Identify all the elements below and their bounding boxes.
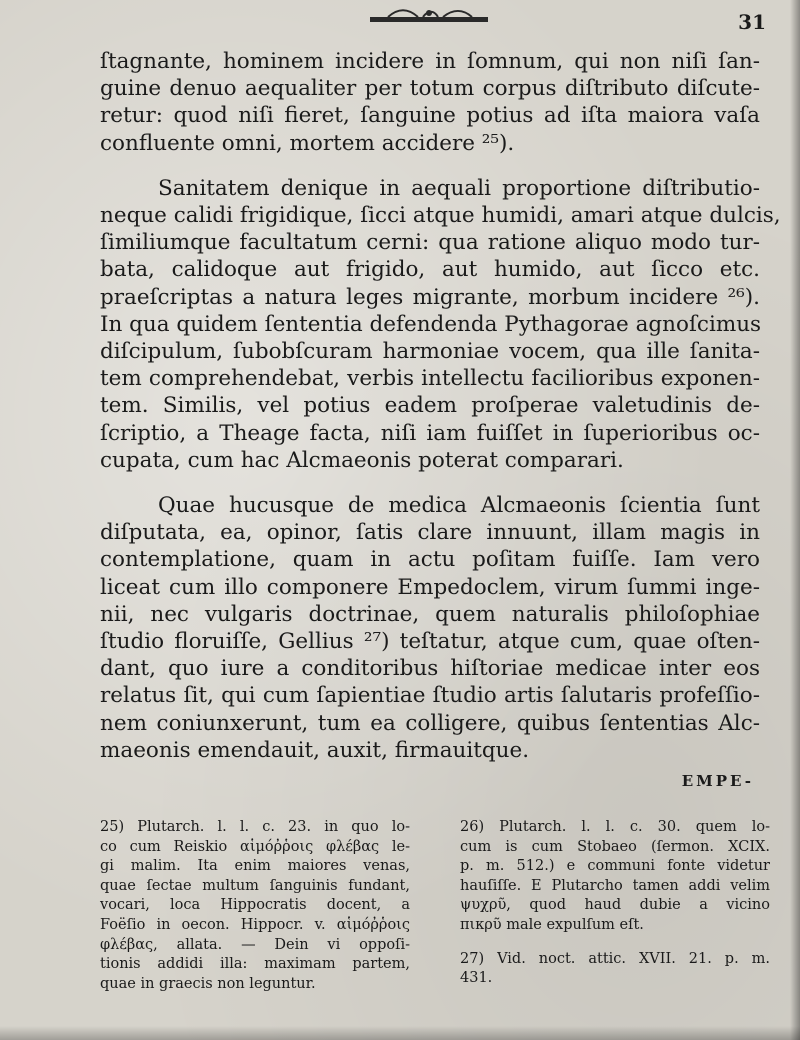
text-line: contemplatione, quam in actu poſitam fuiſſe. Iam vero [100, 547, 760, 573]
text-line: ſtagnante, hominem incidere in ſomnum, qui non niſi ſan- [100, 49, 760, 74]
text-line: bata, calidoque aut frigido, aut humido, aut ſicco etc. [100, 257, 760, 283]
footnotes [100, 818, 770, 994]
footnote-line: quae in graecis non leguntur. [100, 975, 316, 992]
main-text [100, 48, 781, 764]
page-edge-shadow [790, 0, 800, 1040]
footnote-column-right [460, 818, 770, 994]
text-line: ſimiliumque facultatum cerni: qua ratione aliquo modo tur- [100, 230, 760, 256]
footnote-line: tionis addidi illa: maximam partem, [100, 956, 410, 973]
footnote-column-left [100, 818, 410, 994]
text-line: maeonis emendauit, auxit, firmauitque. [100, 737, 530, 763]
footnote-line: cum is cum Stobaeo (ſermon. XCIX. [460, 838, 770, 855]
text-line: cupata, cum hac Alcmaeonis poterat comparari. [100, 447, 624, 473]
text-line: praeſcriptas a natura leges migrante, morbum incidere ²⁶). [100, 284, 760, 310]
footnote-line: φλέβας, allata. — Dein vi oppoſi- [100, 936, 410, 953]
text-line: neque calidi frigidique, ſicci atque humidi, amari atque dulcis, [100, 203, 781, 229]
footnote-line: vocari, loca Hippocratis docent, a [100, 897, 410, 914]
text-line: liceat cum illo componere Empedoclem, virum ſummi inge- [100, 574, 760, 600]
footnote-line: 431. [460, 970, 493, 987]
text-line: dant, quo iure a conditoribus hiſtoriae medicae inter eos [100, 656, 760, 682]
paragraph-3 [100, 492, 760, 764]
page-bottom-shadow [0, 1026, 800, 1040]
footnote-line: hauſiſſe. E Plutarcho tamen addi velim [460, 877, 770, 894]
page-number: 31 [738, 10, 766, 34]
catchword: EMPE- [681, 772, 754, 790]
text-line: nii, nec vulgaris doctrinae, quem naturalis philoſophiae [100, 601, 760, 627]
footnote-line: ψυχρῦ, quod haud dubie a vicino [460, 897, 770, 914]
footnote-line: Foëſio in oecon. Hippocr. v. αἱμόῤῥοις [100, 916, 410, 933]
text-line: guine denuo aequaliter per totum corpus diſtributo diſcute- [100, 76, 760, 102]
paragraph-2 [100, 175, 781, 474]
footnote-line: p. m. 512.) e communi fonte videtur [460, 858, 770, 875]
footnote-line: co cum Reiskio αἱμόῤῥοις φλέβας le- [100, 838, 410, 855]
footnote-line: gi malim. Ita enim maiores venas, [100, 858, 410, 875]
footnote-line: πικρῦ male expulſum eſt. [460, 916, 644, 933]
footnote-line: 27) Vid. noct. attic. XVII. 21. p. m. [460, 950, 770, 967]
text-line: In qua quidem ſententia defendenda Pythagorae agnoſcimus [100, 311, 762, 337]
text-line: tem. Similis, vel potius eadem proſperae valetudinis de- [100, 393, 760, 419]
paragraph-1 [100, 48, 760, 157]
text-line: confluente omni, mortem accidere ²⁵). [100, 130, 515, 156]
floral-ornament-icon [368, 8, 490, 30]
footnote-line: quae ſectae multum ſanguinis fundant, [100, 877, 410, 894]
footnote-line: 26) Plutarch. l. l. c. 30. quem lo- [460, 819, 770, 835]
footnote-line: 25) Plutarch. l. l. c. 23. in quo lo- [100, 819, 410, 835]
text-line: Sanitatem denique in aequali proportione diſtributio- [158, 175, 760, 201]
text-line: diſputata, ea, opinor, ſatis clare innuunt, illam magis in [100, 520, 760, 546]
text-line: retur: quod niſi fieret, ſanguine potius ad iſta maiora vaſa [100, 103, 760, 129]
text-line: ſtudio floruiſſe, Gellius ²⁷) teſtatur, atque cum, quae oſten- [100, 629, 760, 655]
text-line: Quae hucusque de medica Alcmaeonis ſcientia ſunt [158, 493, 760, 519]
text-line: relatus ſit, qui cum ſapientiae ſtudio artis ſalutaris profeſſio- [100, 683, 760, 709]
text-line: tem comprehendebat, verbis intellectu facilioribus exponen- [100, 366, 760, 392]
text-line: nem coniunxerunt, tum ea colligere, quibus ſententias Alc- [100, 710, 760, 736]
text-line: diſcipulum, ſubobſcuram harmoniae vocem, qua ille ſanita- [100, 339, 760, 365]
text-line: ſcriptio, a Theage facta, niſi iam fuiſſet in ſuperioribus oc- [100, 420, 760, 446]
